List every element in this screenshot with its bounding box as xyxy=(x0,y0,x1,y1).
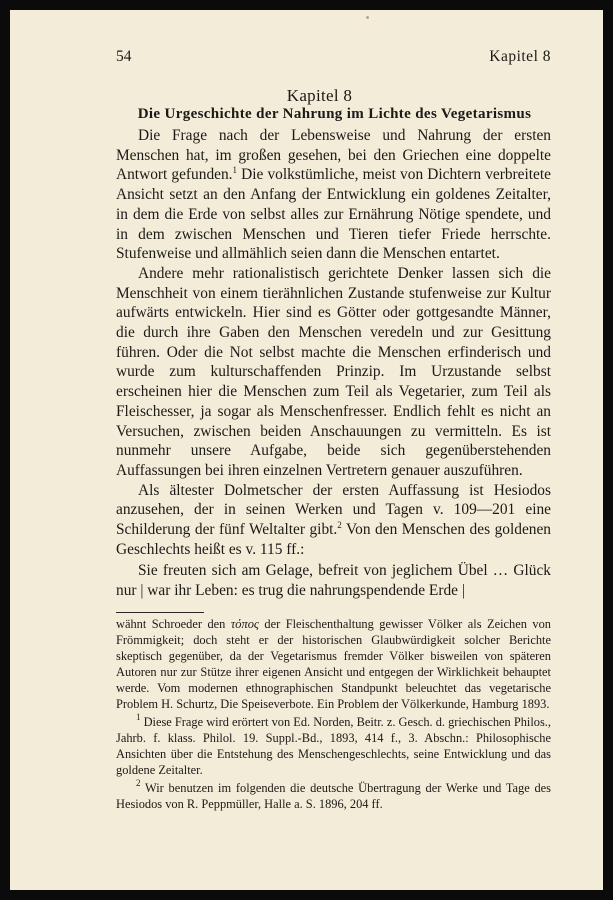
chapter-title: Die Urgeschichte der Nahrung im Lichte des Vegetarismus xyxy=(137,106,532,122)
footnote-divider xyxy=(116,612,204,613)
paragraph-1-text-cont: Die volkstümliche, meist von Dichtern verbreitete Ansicht setzt an den Anfang der Entwicklung ein goldenes Zeitalter, in dem die Erde von selbst alles zur Ernährung Nötige spendete, und in dem zwischen Menschen und Tieren tiefer Friede herrschte. Stufenweise und allmählich seien dann die Menschen entartet. xyxy=(116,166,551,263)
footnote-2-text: Wir benutzen im folgenden die deutsche Übertragung der Werke und Tage des Hesiodos von R. Peppmüller, Halle a. S. 1896, 204 ff. xyxy=(116,781,551,811)
footnote-2 xyxy=(116,780,551,812)
main-text xyxy=(116,126,551,601)
chapter-label: Kapitel 8 xyxy=(286,86,353,105)
paragraph-1 xyxy=(116,126,551,264)
paragraph-3-text: Als ältester Dolmetscher der ersten Auffassung ist Hesiodos anzusehen, der in seinen Werken und Tagen v. 109—201 eine Schilderung der fünf Weltalter gibt. xyxy=(116,481,551,539)
paragraph-3-text-cont: Von den Menschen des goldenen Geschlechts heißt es v. 115 ff.: xyxy=(116,521,551,558)
paragraph-1-text: Die Frage nach der Lebensweise und Nahrung der ersten Menschen hat, im großen gesehen, bei den Griechen eine doppelte Antwort gefunden. xyxy=(116,127,551,184)
footnotes xyxy=(116,616,551,812)
footnote-2-marker: 2 xyxy=(136,778,141,788)
footnote-1 xyxy=(116,714,551,778)
footnote-1-marker: 1 xyxy=(136,712,141,722)
footnote-continuation-text: wähnt Schroeder den xyxy=(116,617,231,631)
footnote-1-text: Diese Frage wird erörtert von Ed. Norden, Beitr. z. Gesch. d. griechischen Philos., Jahrb. f. klass. Philol. 19. Suppl.-Bd., 1893, 414 f., 3. Abschn.: Philosophische Ansichten über die Entstehung des Menschengeschlechts, seine Entwicklung und das goldene Zeitalter. xyxy=(116,715,552,777)
running-header xyxy=(116,48,551,66)
verse-quote: Sie freuten sich am Gelage, befreit von jeglichem Übel … Glück nur | war ihr Leben: es trug die nahrungspendende Erde | xyxy=(116,562,551,600)
paragraph-3 xyxy=(116,481,551,560)
footnote-ref-1: 1 xyxy=(232,165,238,176)
running-head: Kapitel 8 xyxy=(489,48,551,65)
footnote-continuation-text-cont: der Fleischenthaltung gewisser Völker als Zeichen von Frömmigkeit; doch steht er der historischen Glaubwürdigkeit solcher Berichte skeptisch gegenüber, da der Vegetarismus fremder Völker bisweilen von späteren Autoren nur zur Stütze ihrer eigenen Ansicht und entgegen der Wirklichkeit behauptet werde. Vom modernen ethnographischen Standpunkt beleuchtet das vegetarische Problem H. Schurtz, Die Speiseverbote. Ein Problem der Völkerkunde, Hamburg 1893. xyxy=(116,617,552,711)
greek-term: τόπος xyxy=(230,617,259,631)
book-page xyxy=(10,10,603,890)
paragraph-2: Andere mehr rationalistisch gerichtete Denker lassen sich die Menschheit von einem tierähnlichen Zustande stufenweise zur Kultur aufwärts entwickeln. Hier sind es Götter oder gottgesandte Männer, die durch ihre Gaben den Menschen veredeln und zur Gesittung führen. Oder die Not selbst machte die Menschen erfinderisch und wurde zum kulturschaffenden Prinzip. Im Urzustande selbst erscheinen hier die Menschen zum Teil als Vegetarier, zum Teil als Fleischesser, ja sogar als Menschenfresser. Endlich fehlt es nicht an Versuchen, zwischen beiden Anschauungen zu vermitteln. Es ist nunmehr unsere Aufgabe, beide sich gegenüberstehenden Auffassungen bei ihren einzelnen Vertretern genauer auszuführen. xyxy=(116,264,551,479)
scan-mark xyxy=(366,16,369,19)
page-number: 54 xyxy=(116,48,132,65)
footnote-continuation xyxy=(116,616,551,712)
footnote-ref-2: 2 xyxy=(337,520,342,531)
